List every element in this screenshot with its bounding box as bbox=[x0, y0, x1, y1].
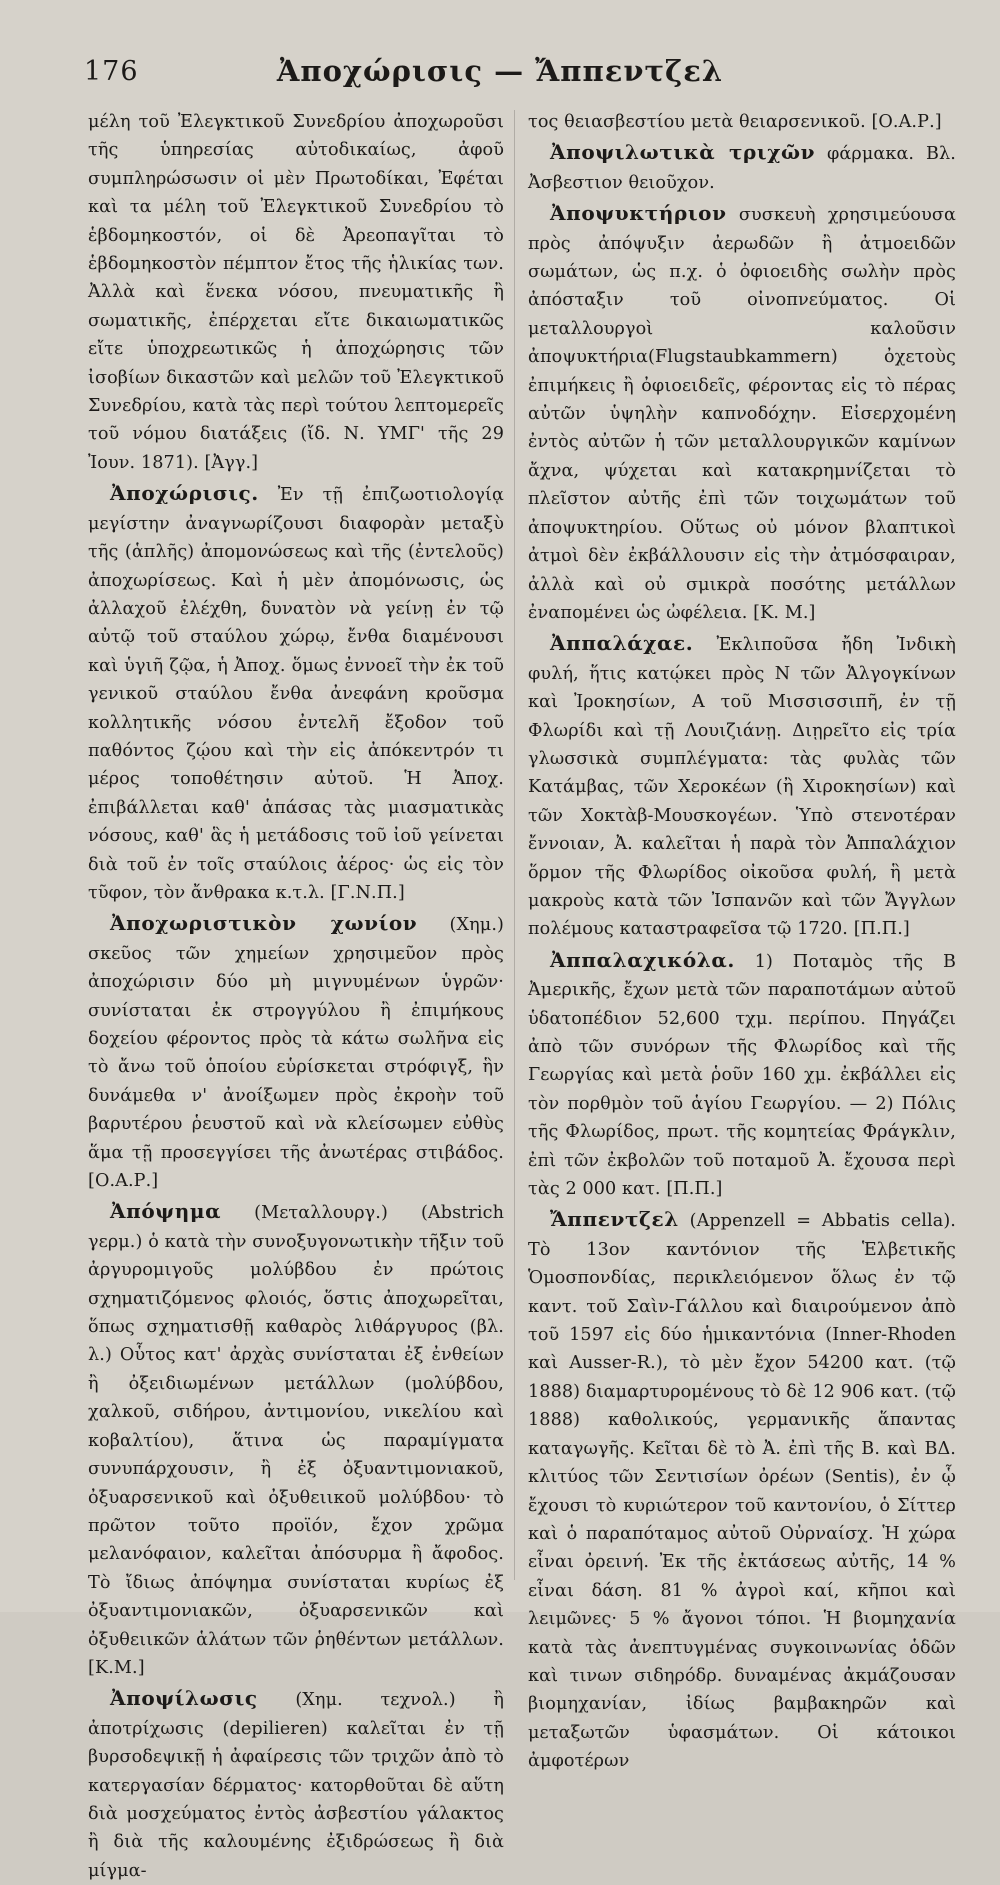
entry-text bbox=[528, 108, 956, 136]
entry-headword: Ἀππαλαχικόλα. bbox=[550, 947, 735, 972]
entry-headword: Ἀππαλάχαε. bbox=[550, 631, 694, 656]
entry-text bbox=[88, 909, 504, 1195]
entry-headword: Ἀπόψημα bbox=[110, 1199, 222, 1224]
entry-body: Ἐν τῇ ἐπιζωοτιολογίᾳ μεγίστην ἀναγνωρίζουσι διαφορὰν μεταξὺ τῆς (ἁπλῆς) ἀπομονώσεως καὶ τῆς (ἐντελοῦς) ἀποχωρίσεως. Καὶ ἡ μὲν ἀπομόνωσις, ὡς ἀλλαχοῦ ἐλέχθη, δυνατὸν νὰ γείνῃ ἐν τῷ αὐτῷ τοῦ σταύλου χώρῳ, ἔνθα διαμένουσι καὶ ὑγιῆ ζῷα, ἡ Ἀποχ. ὅμως ἐννοεῖ τὴν ἐκ τοῦ γενικοῦ σταύλου ἔνθα ἀνεφάνη κροῦσμα κολλητικῆς νόσου ἐντελῆ ἔξοδον τοῦ παθόντος ζῴου καὶ τὴν εἰς ἀπόκεντρόν τι μέρος τοποθέτησιν αὐτοῦ. Ἡ Ἀποχ. ἐπιβάλλεται καθ' ἁπάσας τὰς μιασματικὰς νόσους, καθ' ἃς ἡ μετάδοσις τοῦ ἰοῦ γείνεται διὰ τοῦ ἐν τοῖς σταύλοις ἀέρος· ὡς εἰς τὸν τῦφον, τὸν ἄνθρακα κ.τ.λ. [Γ.Ν.Π.] bbox=[88, 485, 504, 903]
dictionary-entry-apopsima bbox=[88, 1197, 504, 1682]
entry-text bbox=[88, 479, 504, 907]
dictionary-entry-apochorisis bbox=[88, 479, 504, 907]
entry-headword: Ἀποψίλωσις bbox=[110, 1686, 258, 1711]
entry-headword: Ἀποψυκτήριον bbox=[550, 201, 727, 226]
entry-text bbox=[88, 1684, 504, 1885]
entry-text bbox=[528, 199, 956, 627]
entry-text bbox=[528, 629, 956, 943]
entry-text bbox=[88, 108, 504, 477]
entry-body: (Μεταλλουργ.) (Abstrich γερμ.) ὁ κατὰ τὴν συνοξυγονωτικὴν τῆξιν τοῦ ἀργυρομιγοῦς μολύβδου ἐν πρώτοις σχηματιζόμενος φλοιός, ὅστις ἀποχωρεῖται, ὅπως σχηματισθῇ καθαρὸς λιθάργυρος (βλ. λ.) Οὗτος κατ' ἀρχὰς συνίσταται ἐξ ἐνθείων ἢ ὀξειδιωμένων μετάλλων (μολύβδου, χαλκοῦ, σιδήρου, ἀντιμονίου, νικελίου καὶ κοβαλτίου), ἅτινα ὡς παραμίγματα συνυπάρχουσιν, ἢ ἐξ ὀξυαντιμονιακοῦ, ὀξυαρσενικοῦ καὶ ὀξυθειικοῦ μολύβδου· τὸ πρῶτον τοῦτο προϊόν, ἔχον χρῶμα μελανόφαιον, καλεῖται ἀπόσυρμα ἢ ἄφοδος. Τὸ ἴδιως ἀπόψημα συνίσταται κυρίως ἐξ ὀξυαντιμονιακῶν, ὀξυαρσενικῶν καὶ ὀξυθειικῶν ἁλάτων τῶν ῥηθέντων μετάλλων. [Κ.Μ.] bbox=[88, 1203, 504, 1678]
entry-text bbox=[528, 1205, 956, 1775]
entry-text bbox=[88, 1197, 504, 1682]
page-header bbox=[0, 0, 1000, 100]
entry-headword: Ἀποχώρισις. bbox=[110, 481, 259, 506]
entry-headword: Ἀποψιλωτικὰ τριχῶν bbox=[550, 140, 816, 165]
entry-body: Ἐκλιποῦσα ἤδη Ἰνδικὴ φυλή, ἥτις κατῴκει πρὸς Ν τῶν Ἀλγογκίνων καὶ Ἰροκησίων, Α τοῦ Μισσισσιπῆ, ἐν τῇ Φλωρίδι καὶ τῇ Λουιζιάνῃ. Διῃρεῖτο εἰς τρία γλωσσικὰ συμπλέγματα: τὰς φυλὰς τῶν Κατάμβας, τῶν Χεροκέων (ἢ Χιροκησίων) καὶ τῶν Χοκτὰβ-Μουσκογέων. Ὑπὸ στενοτέραν ἔννοιαν, Ἀ. καλεῖται ἡ παρὰ τὸν Ἀππαλάχιον ὅρμον τῆς Φλωρίδος οἰκοῦσα φυλή, ἣ μετὰ μακροὺς κατὰ τῶν Ἰσπανῶν καὶ τῶν Ἄγγλων πολέμους καταστραφεῖσα τῷ 1720. [Π.Π.] bbox=[528, 635, 956, 940]
dictionary-entry-apochoristikon bbox=[88, 909, 504, 1195]
page-number: 176 bbox=[84, 56, 139, 87]
entry-body: 1) Ποταμὸς τῆς Β Ἀμερικῆς, ἔχων μετὰ τῶν παραποτάμων αὐτοῦ ὑδατοπέδιον 52,600 τχμ. περίπου. Πηγάζει ἀπὸ τῶν συνόρων τῆς Φλωρίδος καὶ τῆς Γεωργίας καὶ μετὰ ῥοῦν 160 χμ. ἐκβάλλει εἰς τὸν πορθμὸν τοῦ ἁγίου Γεωργίου. — 2) Πόλις τῆς Φλωρίδος, πρωτ. τῆς κομητείας Φράγκλιν, ἐπὶ τῶν ἐκβολῶν τοῦ ποταμοῦ Ἀ. ἔχουσα περὶ τὰς 2 000 κατ. [Π.Π.] bbox=[528, 951, 956, 1200]
entry-body: (Appenzell = Abbatis cella). Τὸ 13ον καντόνιον τῆς Ἑλβετικῆς Ὁμοσπονδίας, περικλειόμενον ὅλως ἐν τῷ καντ. τοῦ Σαὶν-Γάλλου καὶ διαιρούμενον ἀπὸ τοῦ 1597 εἰς δύο ἡμικαντόνια (Inner-Rhoden καὶ Ausser-R.), τὸ μὲν ἔχον 54200 κατ. (τῷ 1888) διαμαρτυρομένους τὸ δὲ 12 906 κατ. (τῷ 1888) καθολικούς, γερμανικῆς ἅπαντας καταγωγῆς. Κεῖται δὲ τὸ Ἀ. ἐπὶ τῆς Β. καὶ ΒΔ. κλιτύος τῶν Σεντισίων ὀρέων (Sentis), ἐν ᾧ ἔχουσι τὸ κυριώτερον τοῦ καντονίου, ὁ Σίττερ καὶ ὁ παραπόταμος αὐτοῦ Οὐρναίσχ. Ἡ χώρα εἶναι ὀρεινή. Ἐκ τῆς ἐκτάσεως αὐτῆς, 14 % εἶναι δάση. 81 % ἀγροὶ καί, κῆποι καὶ λειμῶνες· 5 % ἄγονοι τόποι. Ἡ βιομηχανία κατὰ τὰς ἀνεπτυγμένας συγκοινωνίας ὁδῶν καὶ τινων σιδηρόδρ. δυναμένας ἀκμάζουσαν βιομηχανίαν, ἰδίως βαμβακηρῶν καὶ μεταξωτῶν ὑφασμάτων. Οἱ κάτοικοι ἀμφοτέρων bbox=[528, 1211, 956, 1772]
right-column bbox=[528, 108, 956, 1772]
dictionary-entry-appalachae bbox=[528, 629, 956, 943]
entry-body: (Χημ. τεχνολ.) ἢ ἀποτρίχωσις (depilieren) καλεῖται ἐν τῇ βυρσοδεψικῇ ἡ ἀφαίρεσις τῶν τριχῶν ἀπὸ τὸ κατεργασίαν δέρματος· κατορθοῦται δὲ αὕτη διὰ μοσχεύματος ἐντὸς ἀσβεστίου γάλακτος ἢ διὰ τῆς καλουμένης ἐξιδρώσεως ἢ διὰ μίγμα- bbox=[88, 1690, 504, 1881]
entry-headword: Ἄππεντζελ bbox=[550, 1207, 679, 1232]
entry-body: (Χημ.) σκεῦος τῶν χημείων χρησιμεῦον πρὸς ἀποχώρισιν δύο μὴ μιγνυμένων ὑγρῶν· συνίσταται ἐκ στρογγύλου ἢ ἐπιμήκους δοχείου φέροντος πρὸς τὰ κάτω σωλῆνα εἰς τὸ ἄνω τοῦ ὁποίου εὑρίσκεται στρόφιγξ, ἣν δυνάμεθα ν' ἀνοίξωμεν πρὸς ἐκροὴν τοῦ βαρυτέρου ῥευστοῦ καὶ νὰ κλείσωμεν εὐθὺς ἅμα τῇ προσεγγίσει τῆς ἀνωτέρας στιβάδος. [Ο.Α.Ρ.] bbox=[88, 915, 504, 1192]
entry-body: φάρμακα. Βλ. Ἀσβεστιον θειοῦχον. bbox=[528, 144, 956, 193]
dictionary-entry-appalachikola bbox=[528, 946, 956, 1204]
text-columns bbox=[88, 108, 958, 1881]
entry-body: μέλη τοῦ Ἐλεγκτικοῦ Συνεδρίου ἀποχωροῦσι τῆς ὑπηρεσίας αὐτοδικαίως, ἀφοῦ συμπληρώσωσιν οἱ μὲν Πρωτοδίκαι, Ἐφέται καὶ τα μέλη τοῦ Ἐλεγκτικοῦ Συνεδρίου τὸ ἑβδομηκοστόν, οἱ δὲ Ἀρεοπαγῖται τὸ ἑβδομηκοστὸν πέμπτον ἔτος τῆς ἡλικίας των. Ἀλλὰ καὶ ἕνεκα νόσου, πνευματικῆς ἢ σωματικῆς, ἐπέρχεται εἴτε δικαιωματικῶς εἴτε ὑποχρεωτικῶς ἡ ἀποχώρησις τῶν ἰσοβίων δικαστῶν καὶ μελῶν τοῦ Ἐλεγκτικοῦ Συνεδρίου, κατὰ τὰς περὶ τούτου λεπτομερεῖς τοῦ νόμου διατάξεις (ἴδ. Ν. ΥΜΓ' τῆς 29 Ἰουν. 1871). [Ἀγγ.] bbox=[88, 112, 504, 473]
dictionary-entry-continuation-right bbox=[528, 108, 956, 136]
dictionary-entry-appenzell bbox=[528, 1205, 956, 1775]
dictionary-entry-apopsyktirion bbox=[528, 199, 956, 627]
dictionary-entry-continuation bbox=[88, 108, 504, 477]
dictionary-entry-apopsilosis bbox=[88, 1684, 504, 1885]
entry-text bbox=[528, 138, 956, 197]
running-head: Ἀποχώρισις — Ἄππεντζελ bbox=[276, 54, 724, 88]
dictionary-entry-apopsilotika bbox=[528, 138, 956, 197]
entry-body: συσκευὴ χρησιμεύουσα πρὸς ἀπόψυξιν ἀερωδῶν ἢ ἀτμοειδῶν σωμάτων, ὡς π.χ. ὁ ὀφιοειδὴς σωλὴν πρὸς ἀπόσταξιν τοῦ οἰνοπνεύματος. Οἱ μεταλλουργοὶ καλοῦσιν ἀποψυκτήρια(Flugstaubkammern) ὀχετοὺς ἐπιμήκεις ἢ ὀφιοειδεῖς, φέροντας εἰς τὸ πέρας αὐτῶν ὑψηλὴν καπνοδόχην. Εἰσερχομένη ἐντὸς αὐτῶν ἡ τῶν μεταλλουργικῶν καμίνων ἄχνα, ψύχεται καὶ κατακρημνίζεται τὸ πλεῖστον αὐτῆς ἐπὶ τῶν τοιχωμάτων τοῦ ἀποψυκτηρίου. Οὕτως οὐ μόνον βλαπτικοὶ ἀτμοὶ δὲν ἐκβάλλουσιν εἰς τὴν ἀτμόσφαιραν, ἀλλὰ καὶ οὐ σμικρὰ ποσότης μετάλλων ἐναπομένει ὡς ὠφέλεια. [Κ. Μ.] bbox=[528, 205, 956, 623]
entry-body: τος θειασβεστίου μετὰ θειαρσενικοῦ. [Ο.Α.Ρ.] bbox=[528, 112, 942, 132]
entry-headword: Ἀποχωριστικὸν χωνίον bbox=[110, 911, 418, 936]
left-column bbox=[88, 108, 504, 1881]
entry-text bbox=[528, 946, 956, 1204]
